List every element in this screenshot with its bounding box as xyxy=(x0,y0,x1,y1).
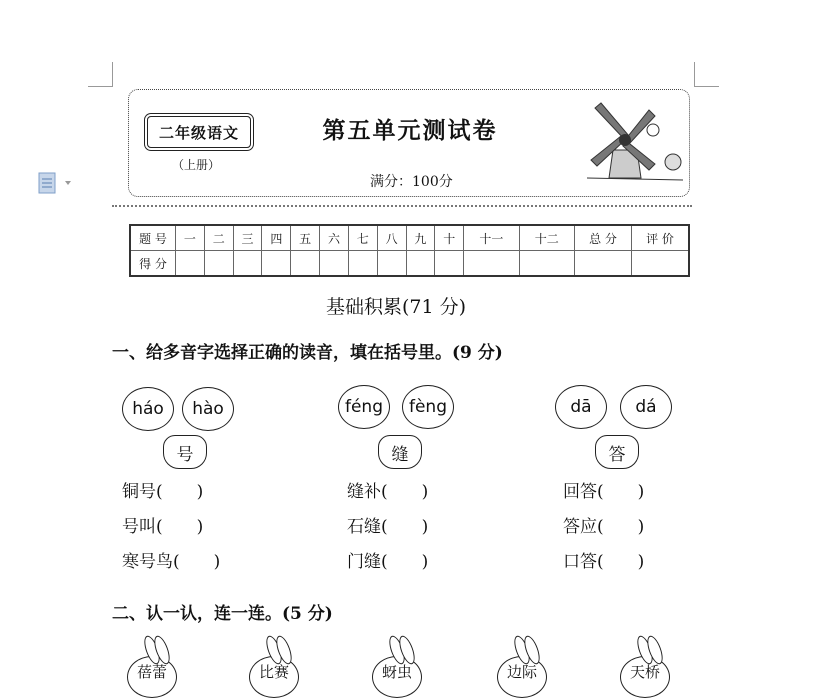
word-item: 答应( ) xyxy=(563,517,645,537)
document-menu-button[interactable] xyxy=(38,172,78,198)
bunny-card xyxy=(372,656,422,698)
word-item: 石缝( ) xyxy=(347,517,429,537)
grade-label: 二年级语文 xyxy=(147,116,251,148)
table-header-cell: 一 xyxy=(176,225,205,251)
bunny-card xyxy=(127,656,177,698)
table-header-cell: 九 xyxy=(406,225,435,251)
table-row xyxy=(130,225,689,251)
table-header-cell: 五 xyxy=(291,225,320,251)
bunny-card xyxy=(620,656,670,698)
question-2-title: 二、认一认，连一连。(5 分) xyxy=(112,604,333,624)
bunny-word: 天桥 xyxy=(629,663,660,681)
word-item: 口答( ) xyxy=(563,552,645,572)
volume-label: （上册） xyxy=(172,158,221,172)
word-item: 门缝( ) xyxy=(347,552,429,572)
section-title: 基础积累(71 分) xyxy=(326,296,467,318)
windmill-illustration xyxy=(585,100,685,188)
bunny-word: 边际 xyxy=(506,663,537,681)
full-score: 满分：100分 xyxy=(370,174,453,190)
pinyin-cloud: háo xyxy=(122,387,174,431)
word-item: 寒号鸟( ) xyxy=(122,552,221,572)
word-item: 缝补( ) xyxy=(347,482,429,502)
word-item: 铜号( ) xyxy=(122,482,204,502)
bunny-word: 蓓蕾 xyxy=(136,663,167,681)
score-table xyxy=(129,224,690,277)
character-pot: 答 xyxy=(595,435,639,469)
word-item: 号叫( ) xyxy=(122,517,204,537)
table-header-cell: 二 xyxy=(204,225,233,251)
bunny-card xyxy=(249,656,299,698)
table-header-cell: 四 xyxy=(262,225,291,251)
margin-corner-left xyxy=(88,62,113,87)
pinyin-cloud: hào xyxy=(182,387,234,431)
bunny-card xyxy=(497,656,547,698)
table-header-cell: 七 xyxy=(348,225,377,251)
table-header-cell: 十二 xyxy=(519,225,574,251)
bunny-word: 蚜虫 xyxy=(381,663,412,681)
document-icon xyxy=(38,172,78,194)
pinyin-cloud: fèng xyxy=(402,385,454,429)
table-header-cell: 评 价 xyxy=(632,225,690,251)
pinyin-cloud: dá xyxy=(620,385,672,429)
table-row xyxy=(130,251,689,277)
table-header-cell: 三 xyxy=(233,225,262,251)
question-1-title: 一、给多音字选择正确的读音，填在括号里。(9 分) xyxy=(112,343,503,363)
pinyin-cloud: dā xyxy=(555,385,607,429)
bunny-word: 比赛 xyxy=(258,663,289,681)
table-header-cell: 总 分 xyxy=(575,225,632,251)
character-pot: 号 xyxy=(163,435,207,469)
pinyin-cloud: féng xyxy=(338,385,390,429)
margin-corner-right xyxy=(694,62,719,87)
table-header-cell: 十一 xyxy=(464,225,519,251)
character-pot: 缝 xyxy=(378,435,422,469)
table-header-cell: 六 xyxy=(320,225,349,251)
table-header-cell: 题 号 xyxy=(130,225,176,251)
exam-title: 第五单元测试卷 xyxy=(322,118,498,144)
header-separator xyxy=(112,205,692,207)
table-row-label: 得 分 xyxy=(130,251,176,277)
table-header-cell: 八 xyxy=(377,225,406,251)
table-header-cell: 十 xyxy=(435,225,464,251)
word-item: 回答( ) xyxy=(563,482,645,502)
